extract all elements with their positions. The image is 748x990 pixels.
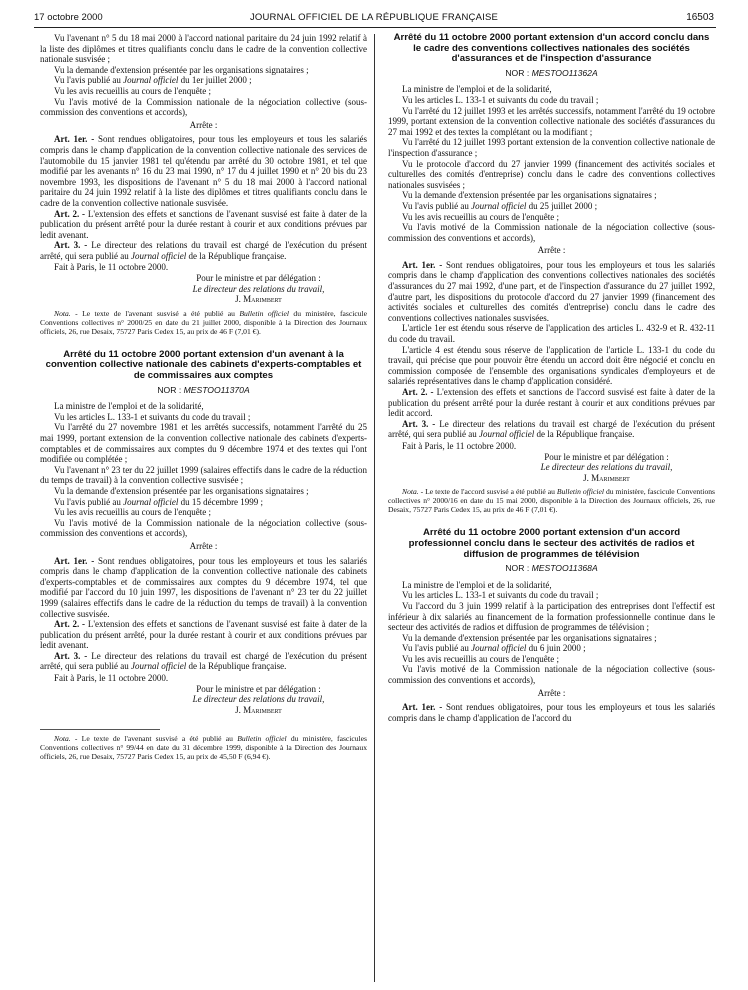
visa-paragraph: Vu l'avis publié au Journal officiel du 6 juin 2000 ;	[402, 643, 586, 654]
article-1-reserve: L'article 4 est étendu sous réserve de l'application de l'article L. 133-1 du code du travail, qui précise que pour pouvoir être étendu un accord doit être négocié et conclu en commission composée de l'ensemble des organisations syndicales d'employeurs et de salariés représentatives dans le champ d'application considéré.	[388, 344, 715, 387]
article-1-reserve: L'article 1er est étendu sous réserve de l'application des articles L. 432-9 et R. 432-11 du code du travail.	[388, 323, 715, 345]
minister-line: La ministre de l'emploi et de la solidarité,	[402, 579, 552, 590]
minister-line: La ministre de l'emploi et de la solidarité,	[402, 84, 552, 95]
fait-a-paris: Fait à Paris, le 11 octobre 2000.	[54, 673, 169, 684]
visa-paragraph: Vu l'avis motivé de la Commission nationale de la négociation collective (sous-commission des conventions et accords),	[388, 222, 715, 243]
fait-a-paris: Fait à Paris, le 11 octobre 2000.	[402, 440, 517, 451]
article-1: Art. 1er. - Sont rendues obligatoires, pour tous les employeurs et tous les salariés compris dans le champ d'application de la convention collective nationale des services de l'automobile du 15 janvier 1981 tel qu'étendu par arrêté du 30 octobre 1981, et tel que modifié par les avenants n° 16 du 23 mai 1990, n° 17 du 4 juillet 1990 et n° 20 bis du 23 novembre 1993, les dispositions de l'avenant n° 5 du 18 mai 2000 à l'accord national paritaire du 24 juin 1992 relatif à la liste des diplômes et titres qualifiants conclu dans le cadre de la convention collective nationale susvisée.	[40, 134, 367, 208]
visa-paragraph: Vu les avis recueillis au cours de l'enquête ;	[402, 211, 560, 222]
visa-paragraph: Vu les articles L. 133-1 et suivants du code du travail ;	[54, 411, 251, 422]
arrete-heading: Arrête :	[537, 245, 566, 256]
article-1: Art. 1er. - Sont rendues obligatoires, pour tous les employeurs et tous les salariés compris dans le champ d'application de la convention collective nationale des cabinets d'experts-comptables et de commissaires aux comptes du 9 décembre 1974, tel que modifié par l'accord du 10 juin 1997, les dispositions de l'avenant n° 23 ter du 22 juillet 1999 (salaires effectifs dans le cadre de la réduction du temps de travail) à la convention collective susvisée.	[40, 555, 367, 619]
footnote-rule	[40, 729, 160, 730]
nota: Nota. - Le texte de l'accord susvisé a été publié au Bulletin officiel du ministère, fascicule Conventions collectives n° 2000/16 en date du 15 mai 2000, disponible à la Direction des Journaux officiels, 26, rue Desaix, 75727 Paris Cedex 15, au prix de 46 F (7,01 €).	[388, 487, 715, 515]
visa-paragraph: Vu les avis recueillis au cours de l'enquête ;	[54, 507, 212, 518]
visa-paragraph: Vu l'arrêté du 27 novembre 1981 et les arrêtés successifs, notamment l'arrêté du 25 mai 1999, portant extension de la convention collective nationale des cabinets d'experts-comptables et de commissaires aux comptes du 9 décembre 1974 et des textes qui l'ont modifiée ou complétée ;	[40, 422, 367, 465]
visa-paragraph: Vu l'avis publié au Journal officiel du 1er juillet 2000 ;	[54, 75, 252, 86]
column-divider	[374, 34, 375, 982]
visa-paragraph: Vu l'avenant n° 5 du 18 mai 2000 à l'accord national paritaire du 24 juin 1992 relatif à la liste des diplômes et titres qualifiants conclu dans le cadre de la convention collective nationale susvisée ;	[40, 33, 367, 65]
visa-paragraph: Vu le protocole d'accord du 27 janvier 1999 (financement des activités sociales et culturelles des comités d'entreprise) conclu dans le cadre des conventions collectives nationales susvisées ;	[388, 158, 715, 190]
visa-paragraph: Vu les articles L. 133-1 et suivants du code du travail ;	[402, 590, 599, 601]
issue-date: 17 octobre 2000	[34, 12, 103, 23]
journal-title: JOURNAL OFFICIEL DE LA RÉPUBLIQUE FRANÇAISE	[249, 12, 499, 23]
article-1: Art. 1er. - Sont rendues obligatoires, pour tous les employeurs et tous les salariés compris dans le champ d'application de l'accord du	[388, 702, 715, 723]
article-2: Art. 2. - L'extension des effets et sanctions de l'accord susvisé est faite à dater de la publication du présent arrêté pour la durée restant à courir et aux conditions prévues par ledit accord.	[388, 387, 715, 419]
signature-block: Pour le ministre et par délégation : Le directeur des relations du travail, J. Marimbert	[192, 273, 325, 305]
visa-paragraph: Vu l'avis publié au Journal officiel du 15 décembre 1999 ;	[54, 496, 264, 507]
visa-paragraph: Vu la demande d'extension présentée par les organisations signataires ;	[54, 64, 309, 75]
visa-paragraph: Vu la demande d'extension présentée par les organisations signataires ;	[402, 632, 657, 643]
visa-paragraph: Vu l'avis motivé de la Commission nationale de la négociation collective (sous-commission des conventions et accords),	[388, 664, 715, 686]
visa-paragraph: Vu la demande d'extension présentée par les organisations signataires ;	[402, 190, 657, 201]
nota: Nota. - Le texte de l'avenant susvisé a été publié au Bulletin officiel du ministère, fascicule Conventions collectives n° 2000/25 en date du 21 juillet 2000, disponible à la Direction des Journaux officiels, 26, rue Desaix, 75727 Paris Cedex 15, au prix de 46 F (7,01 €).	[40, 308, 367, 336]
visa-paragraph: Vu l'avis motivé de la Commission nationale de la négociation collective (sous-commission des conventions et accords),	[40, 517, 367, 539]
article-3: Art. 3. - Le directeur des relations du travail est chargé de l'exécution du présent arrêté, qui sera publié au Journal officiel de la République française.	[40, 650, 367, 672]
signature-block: Pour le ministre et par délégation : Le directeur des relations du travail, J. Marimbert	[540, 451, 673, 483]
fait-a-paris: Fait à Paris, le 11 octobre 2000.	[54, 262, 169, 273]
decree-title: Arrêté du 11 octobre 2000 portant extension d'un accord conclu dans le cadre des conventions collectives nationales des sociétés d'assurances et de l'inspection d'assurance	[393, 33, 710, 65]
page-number: 16503	[686, 12, 714, 23]
visa-paragraph: Vu les articles L. 133-1 et suivants du code du travail ;	[402, 94, 599, 105]
page-header	[34, 12, 714, 28]
decree-title: Arrêté du 11 octobre 2000 portant extension d'un accord professionnel conclu dans le secteur des activités de radios et diffusion de programmes de télévision	[408, 527, 695, 560]
header-rule	[34, 27, 716, 28]
visa-paragraph: Vu la demande d'extension présentée par les organisations signataires ;	[54, 485, 309, 496]
signature-block: Pour le ministre et par délégation : Le directeur des relations du travail, J. Marimbert	[192, 683, 325, 715]
arrete-heading: Arrête :	[189, 119, 218, 130]
visa-paragraph: Vu l'arrêté du 12 juillet 1993 portant extension de la convention collective nationale de l'inspection d'assurance ;	[388, 137, 715, 158]
visa-paragraph: Vu les avis recueillis au cours de l'enquête ;	[402, 653, 560, 664]
visa-paragraph: Vu l'avis publié au Journal officiel du 25 juillet 2000 ;	[402, 200, 598, 211]
nota: Nota. - Le texte de l'avenant susvisé a été publié au Bulletin officiel du ministère, fascicules Conventions collectives n° 99/44 en date du 31 décembre 1999, disponible à la Direction des Journaux officiels, 26, rue Desaix, 75727 Paris Cedex 15, au prix de 45,50 F (6,94 €).	[40, 734, 367, 762]
left-column	[40, 33, 367, 983]
visa-paragraph: Vu l'accord du 3 juin 1999 relatif à la participation des entreprises dont l'effectif est inférieur à dix salariés au financement de la formation professionnelle continue dans le secteur des activités de radios et diffusion de programmes de télévision ;	[388, 600, 715, 633]
visa-paragraph: Vu l'avis motivé de la Commission nationale de la négociation collective (sous-commission des conventions et accords),	[40, 96, 367, 118]
article-1: Art. 1er. - Sont rendues obligatoires, pour tous les employeurs et tous les salariés compris dans le champ d'application des conventions collectives nationales des sociétés d'assurances du 27 mai 1992, d'une part, et de l'inspection d'assurance du 27 juillet 1992, d'autre part, les dispositions du protocole d'accord du 27 janvier 1999 (financement des activités sociales et culturelles des comités d'entreprise) conclu dans le cadre des conventions collectives nationales susvisées.	[388, 259, 715, 323]
article-2: Art. 2. - L'extension des effets et sanctions de l'avenant susvisé est faite à dater de la publication du présent arrêté pour la durée restant à courir et aux conditions prévues par ledit avenant.	[40, 208, 367, 240]
minister-line: La ministre de l'emploi et de la solidarité,	[54, 401, 204, 412]
article-3: Art. 3. - Le directeur des relations du travail est chargé de l'exécution du présent arrêté, qui sera publié au Journal officiel de la République française.	[388, 418, 715, 440]
nor-reference: NOR : MESTOO11368A	[505, 563, 598, 574]
arrete-heading: Arrête :	[537, 687, 566, 698]
visa-paragraph: Vu les avis recueillis au cours de l'enquête ;	[54, 85, 212, 96]
arrete-heading: Arrête :	[189, 540, 218, 551]
article-2: Art. 2. - L'extension des effets et sanctions de l'avenant susvisé est faite à dater de la publication du présent arrêté, pour la durée restant à courir et aux conditions prévues par ledit avenant.	[40, 619, 367, 651]
visa-paragraph: Vu l'arrêté du 12 juillet 1993 et les arrêtés successifs, notamment l'arrêté du 19 octobre 1999, portant extension de la convention collective nationale des sociétés d'assurances du 27 mai 1992 et des textes la complétant ou la modifiant ;	[388, 105, 715, 137]
right-column	[388, 33, 715, 983]
visa-paragraph: Vu l'avenant n° 23 ter du 22 juillet 1999 (salaires effectifs dans le cadre de la réduction du temps de travail) à la convention collective susvisée ;	[40, 464, 367, 486]
nor-reference: NOR : MESTOO11362A	[505, 67, 598, 78]
article-3: Art. 3. - Le directeur des relations du travail est chargé de l'exécution du présent arrêté, qui sera publié au Journal officiel de la République française.	[40, 240, 367, 261]
decree-title: Arrêté du 11 octobre 2000 portant extension d'un avenant à la convention collective nationale des cabinets d'experts-comptables et de commissaires aux comptes	[45, 348, 362, 382]
nor-reference: NOR : MESTOO11370A	[157, 384, 250, 395]
